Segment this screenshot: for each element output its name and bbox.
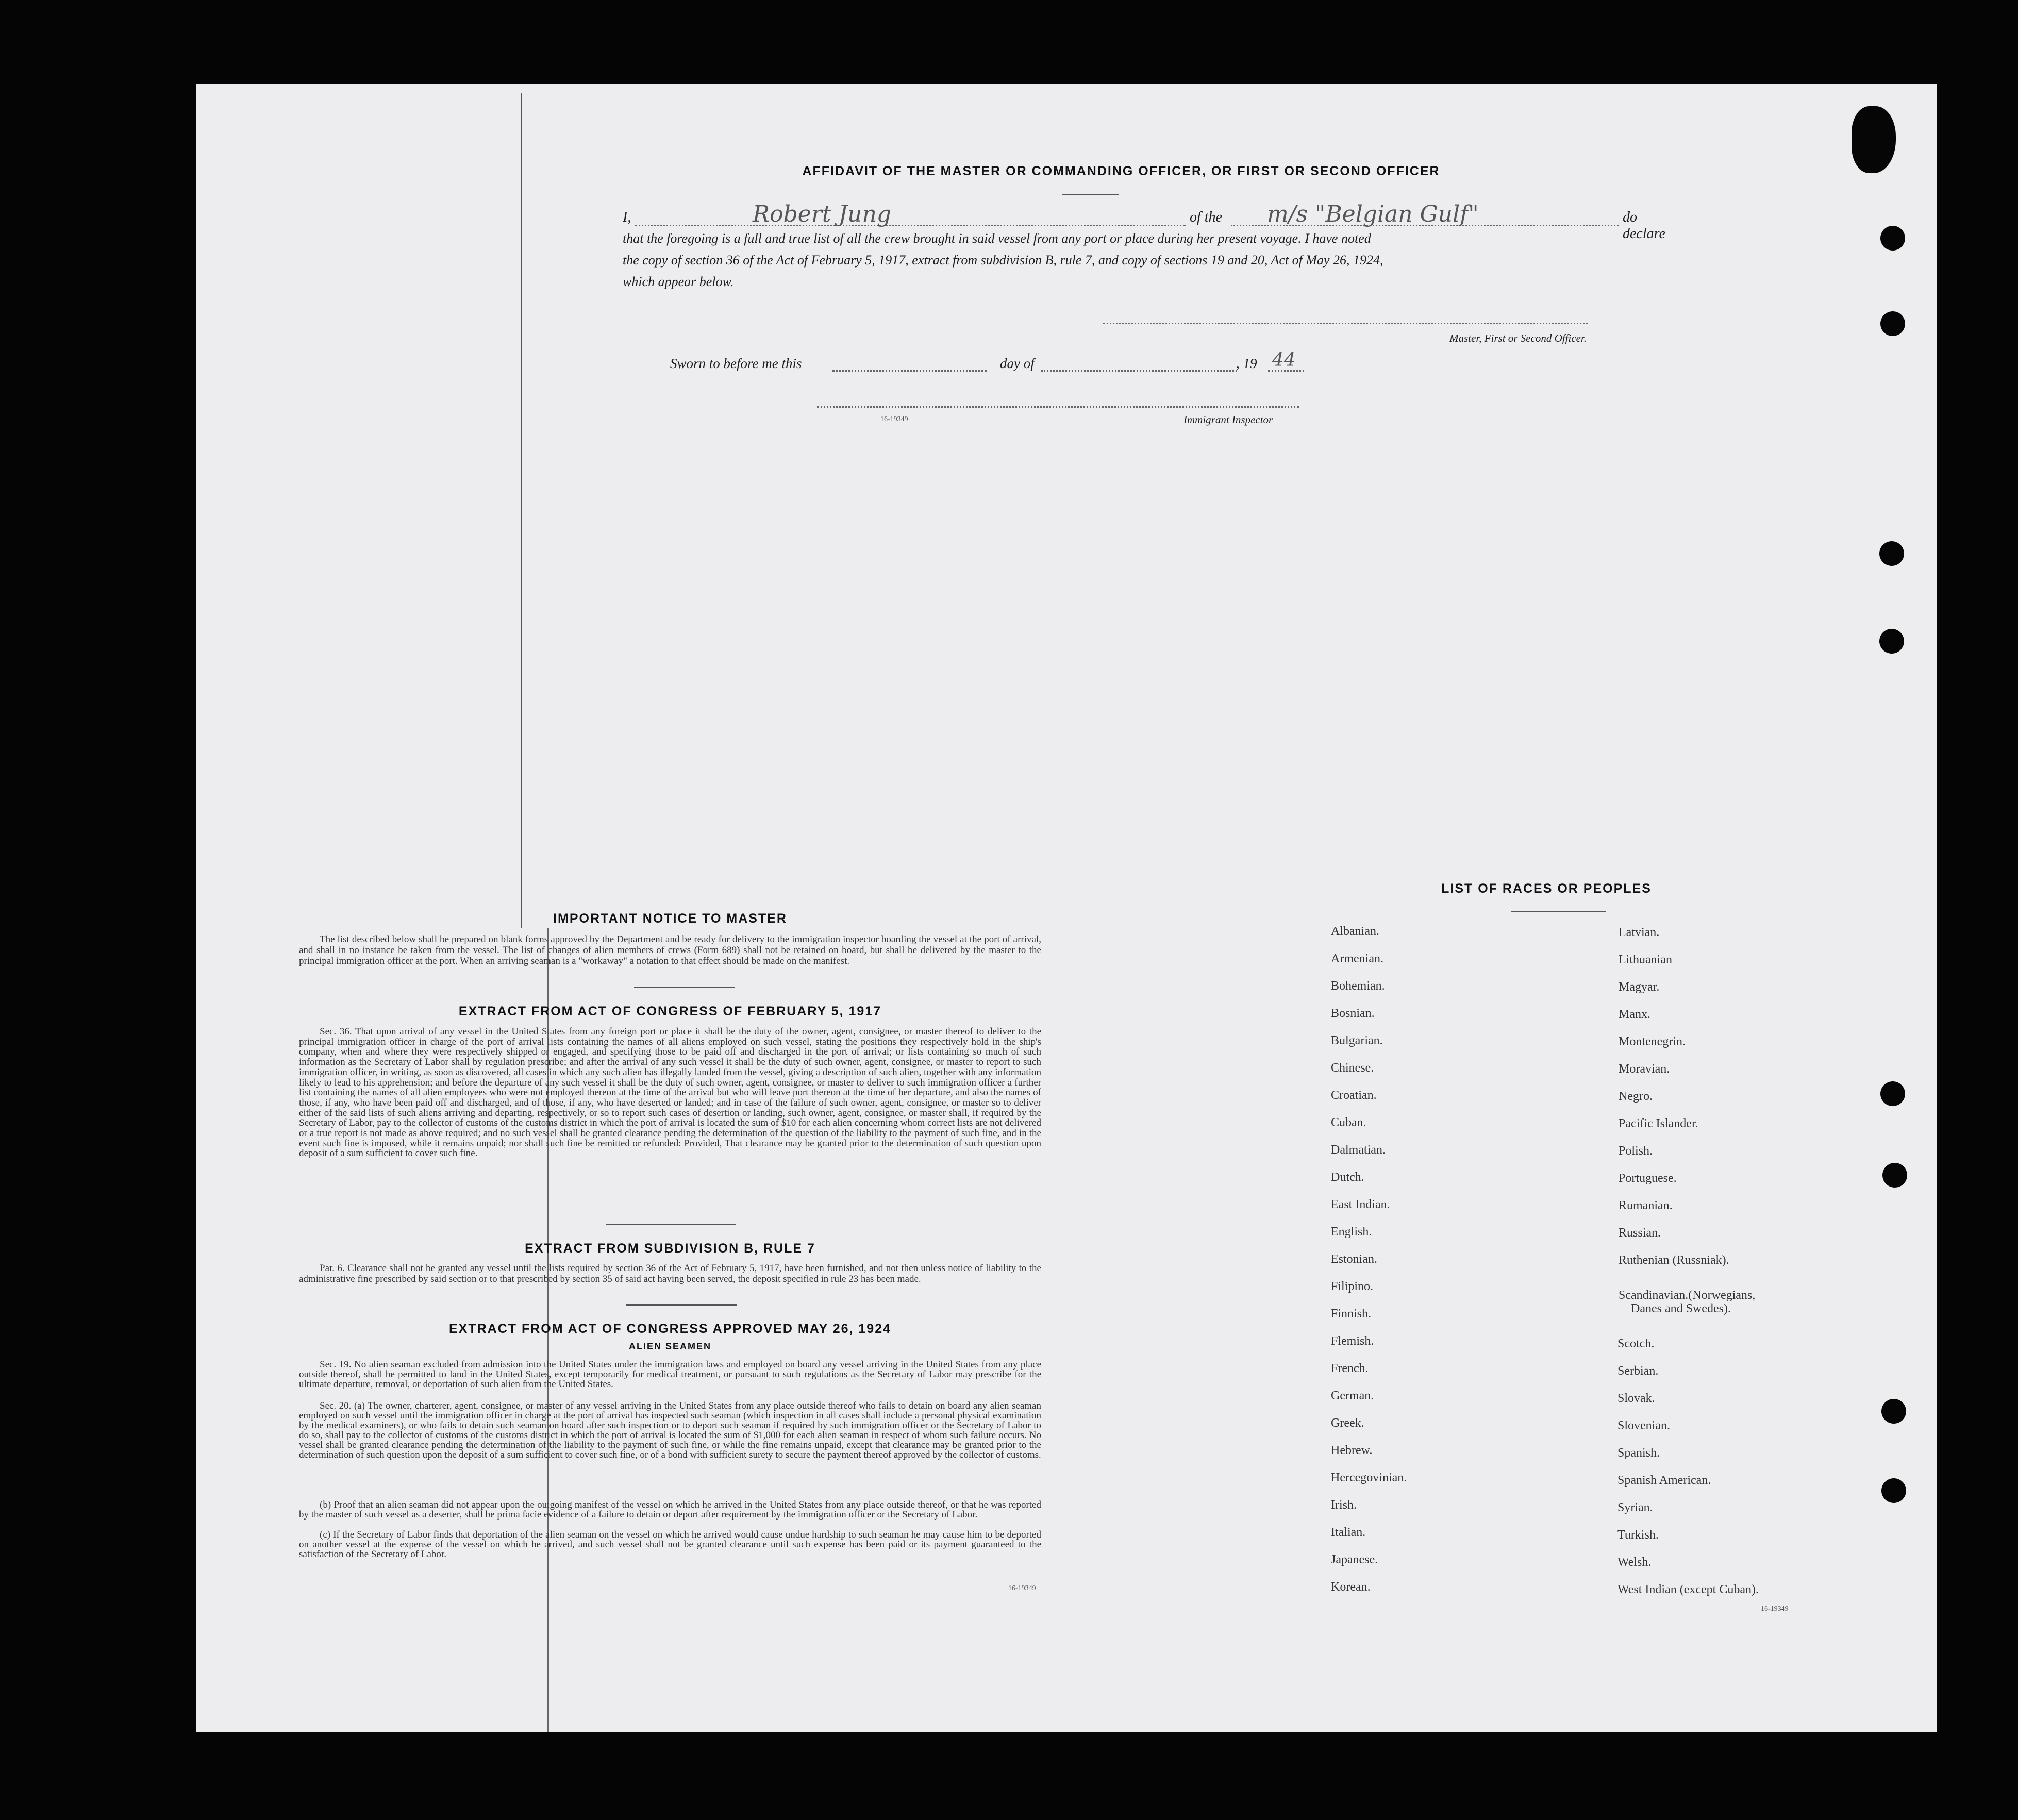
race-left-item: French. xyxy=(1331,1362,1369,1375)
race-right-item: West Indian (except Cuban). xyxy=(1617,1583,1759,1596)
officer-name-handwritten: Robert Jung xyxy=(753,201,892,227)
race-left-item: Hercegovinian. xyxy=(1331,1471,1407,1484)
punch-hole xyxy=(1881,1399,1906,1424)
races-title: LIST OF RACES OR PEOPLES xyxy=(1441,881,1652,896)
extract-1917-separator xyxy=(606,1224,736,1225)
race-right-item: Syrian. xyxy=(1617,1501,1653,1514)
race-right-item: Rumanian. xyxy=(1619,1199,1673,1212)
year-handwritten: 44 xyxy=(1272,349,1296,371)
sworn-prefix: Sworn to before me this xyxy=(670,356,802,371)
race-right-item: Slovenian. xyxy=(1617,1419,1670,1432)
form-number-top: 16-19349 xyxy=(880,415,908,423)
sworn-day-line xyxy=(832,370,987,372)
affidavit-body-line1: that the foregoing is a full and true list of all the crew brought in said vessel from any port or place during her present voyage. I have noted xyxy=(623,231,1371,246)
race-left-item: Estonian. xyxy=(1331,1253,1377,1266)
extract-1917-text: Sec. 36. That upon arrival of any vessel in the United States from any foreign port or place it shall be the duty of the owner, agent, consignee, or master thereof to deliver to the principal immigration officer in charge of the port of arrival lists containing the names of all aliens employed on such vessel, stating the positions they respectively hold in the ship's company, when and where they were respectively shipped or engaged, and specifying those to be paid off and discharged in the port of arrival; or lists containing so much of such information as the Secretary of Labor shall by regulation prescribe; and after the arrival of any such vessel it shall be the duty of such owner, agent, consignee, or master to report to such immigration officer, in writing, as soon as discovered, all cases in which any such alien has illegally landed from the vessel, giving a description of such alien, together with any information likely to lead to his apprehension; and before the departure of any such vessel it shall be the duty of such owner, agent, consignee, or master to deliver to such immigration officer a further list containing the names of all alien employees who were not employed thereon at the time of the arrival but who will leave port thereon at the time of her departure, and also the names of those, if any, who have been paid off and discharged, and of those, if any, who have deserted or landed; and in case of the failure of such owner, agent, consignee, or master so to deliver either of the said lists of such aliens arriving and departing, respectively, or so to report such cases of desertion or landing, such owner, agent, consignee, or master shall, if required by the Secretary of Labor, pay to the collector of customs of the customs district in which the port of arrival is located the sum of $10 for each alien concerning whom correct lists are not delivered or a true report is not made as above required; and no such vessel shall be granted clearance pending the determination of the question of the liability to the payment of such fine, and in the event such fine is imposed, while it remains unpaid; nor shall such fine be remitted or refunded: Provided, That clearance may be granted prior to the determination of such question upon deposit of a sum sufficient to cover such fine. xyxy=(299,1026,1041,1159)
day-of-label: day of xyxy=(1000,356,1035,371)
race-left-item: East Indian. xyxy=(1331,1198,1390,1211)
race-right-item: Spanish. xyxy=(1617,1446,1660,1460)
rule7-title: EXTRACT FROM SUBDIVISION B, RULE 7 xyxy=(525,1241,815,1256)
signature-line xyxy=(1103,323,1588,324)
races-title-rule xyxy=(1511,911,1606,912)
inspector-caption: Immigrant Inspector xyxy=(1183,413,1273,426)
rule7-separator xyxy=(626,1304,737,1306)
race-right-item: Montenegrin. xyxy=(1619,1035,1686,1048)
torn-corner xyxy=(1852,106,1896,173)
race-left-item: Croatian. xyxy=(1331,1089,1377,1102)
punch-hole xyxy=(1879,541,1904,566)
year-prefix: , 19 xyxy=(1236,356,1257,371)
race-right-item: Russian. xyxy=(1619,1226,1661,1240)
alien-seamen-subtitle: ALIEN SEAMEN xyxy=(628,1341,711,1351)
race-right-item: Portuguese. xyxy=(1619,1172,1677,1185)
race-left-item: Bulgarian. xyxy=(1331,1034,1383,1047)
of-the-label: of the xyxy=(1190,209,1222,225)
punch-hole xyxy=(1881,1478,1906,1503)
notice-title: IMPORTANT NOTICE TO MASTER xyxy=(553,911,787,926)
vessel-name-handwritten: m/s "Belgian Gulf" xyxy=(1267,201,1479,227)
race-right-item: Moravian. xyxy=(1619,1062,1670,1076)
race-left-item: German. xyxy=(1331,1389,1374,1402)
race-right-item: Turkish. xyxy=(1617,1528,1659,1542)
race-right-item: Lithuanian xyxy=(1619,953,1672,966)
race-right-item: Magyar. xyxy=(1619,980,1660,994)
race-left-item: Dalmatian. xyxy=(1331,1143,1386,1157)
fold-line xyxy=(521,93,522,928)
signature-caption: Master, First or Second Officer. xyxy=(1449,332,1587,344)
race-right-item: Ruthenian (Russniak). xyxy=(1619,1254,1729,1267)
race-left-item: Greek. xyxy=(1331,1416,1364,1430)
race-left-item: Irish. xyxy=(1331,1498,1357,1512)
name-line xyxy=(635,225,1186,226)
race-left-item: Filipino. xyxy=(1331,1280,1374,1293)
race-right-item: Polish. xyxy=(1619,1144,1653,1158)
race-right-item: Manx. xyxy=(1619,1008,1650,1021)
race-left-item: Italian. xyxy=(1331,1526,1366,1539)
punch-hole xyxy=(1879,629,1904,654)
race-left-item: Hebrew. xyxy=(1331,1444,1373,1457)
race-left-item: Bosnian. xyxy=(1331,1007,1375,1020)
race-left-item: Korean. xyxy=(1331,1580,1371,1594)
do-declare-label: do declare xyxy=(1623,209,1665,242)
extract-1917-title: EXTRACT FROM ACT OF CONGRESS OF FEBRUARY 5, 1917 xyxy=(458,1004,882,1018)
race-right-item: Scotch. xyxy=(1617,1337,1655,1350)
race-right-item: Serbian. xyxy=(1617,1364,1659,1378)
notice-separator xyxy=(634,987,735,988)
form-number-bottom-right: 16-19349 xyxy=(1761,1605,1789,1613)
punch-hole xyxy=(1880,226,1905,251)
punch-hole xyxy=(1880,1081,1905,1106)
race-left-item: Flemish. xyxy=(1331,1334,1374,1348)
extract-1924-title: EXTRACT FROM ACT OF CONGRESS APPROVED MAY 26, 1924 xyxy=(448,1322,892,1336)
race-right-item: Pacific Islander. xyxy=(1619,1117,1698,1130)
race-left-item: Cuban. xyxy=(1331,1116,1366,1129)
race-right-item: Scandinavian.(Norwegians, xyxy=(1619,1289,1756,1302)
affidavit-body-line3: which appear below. xyxy=(623,274,734,289)
line1-prefix: I, xyxy=(623,209,631,225)
rule7-text: Par. 6. Clearance shall not be granted any vessel until the lists required by section 36 of the Act of February 5, 1917, have been furnished, and not then unless notice of liability to the administrative fine prescribed by said section or to that prescribed by section 35 of said act having been served, the deposit specified in rule 23 has been made. xyxy=(299,1263,1041,1284)
race-left-item: Finnish. xyxy=(1331,1307,1372,1321)
punch-hole xyxy=(1880,311,1905,336)
race-left-item: English. xyxy=(1331,1225,1372,1239)
notice-text: The list described below shall be prepared on blank forms approved by the Department and be ready for delivery to the immigration inspector boarding the vessel at the port of arrival, and shall in no instance be taken from the vessel. The list of changes of alien members of crews (Form 689) shall not be retained on board, but shall be delivered by the master to the principal immigration officer at the port. When an arriving seaman is a "workaway" a notation to that effect should be made on the manifest. xyxy=(299,934,1041,966)
race-left-item: Dutch. xyxy=(1331,1171,1364,1184)
punch-hole xyxy=(1882,1163,1907,1188)
sec20b-text: (b) Proof that an alien seaman did not appear upon the outgoing manifest of the vessel on which he arrived in the United States from any place outside thereof, or that he was reported by the master of such vessel as a deserter, shall be prima facie evidence of a failure to detain or deport after requirement by the immigration officer or the Secretary of Labor. xyxy=(299,1499,1041,1520)
title-rule xyxy=(1062,194,1119,195)
sworn-line xyxy=(670,349,1309,381)
race-right-item: Danes and Swedes). xyxy=(1631,1302,1731,1315)
race-left-item: Bohemian. xyxy=(1331,979,1385,993)
race-right-item: Negro. xyxy=(1619,1090,1653,1103)
affidavit-title: AFFIDAVIT OF THE MASTER OR COMMANDING OFFICER, OR FIRST OR SECOND OFFICER xyxy=(802,164,1440,178)
form-number-bottom-left: 16-19349 xyxy=(1008,1584,1036,1592)
race-left-item: Japanese. xyxy=(1331,1553,1378,1566)
race-left-item: Chinese. xyxy=(1331,1061,1374,1075)
affidavit-body-line2: the copy of section 36 of the Act of February 5, 1917, extract from subdivision B, rule 7, and copy of sections 19 and 20, Act of May 26, 1924, xyxy=(623,253,1383,268)
race-left-item: Albanian. xyxy=(1331,925,1379,938)
sec19-text: Sec. 19. No alien seaman excluded from admission into the United States under the immigration laws and employed on board any vessel arriving in the United States from any place outside thereof, shall be permitted to land in the United States, except temporarily for medical treatment, or pursuant to such regulations as the Secretary of Labor may prescribe for the ultimate departure, removal, or deportation of such alien from the United States. xyxy=(299,1359,1041,1390)
race-right-item: Latvian. xyxy=(1619,926,1660,939)
race-right-item: Welsh. xyxy=(1617,1556,1652,1569)
race-right-item: Spanish American. xyxy=(1617,1474,1711,1487)
sec20a-text: Sec. 20. (a) The owner, charterer, agent, consignee, or master of any vessel arriving in the United States from any place outside thereof who fails to detain on board any alien seaman employed on such vessel until the immigration officer in charge at the port of arrival has inspected such seaman (which inspection in all cases shall include a personal physical examination by the medical examiners), or who fails to detain such seaman on board after such inspection or to deport such seaman if required by such immigration officer or the Secretary of Labor to do so, shall pay to the collector of customs of the customs district in which the port of arrival is located the sum of $1,000 for each alien seaman in respect of whom such failure occurs. No vessel shall be granted clearance pending the determination of the liability to the payment of such fine, or while the fine remains unpaid, except that clearance may be granted prior to the determination of such question upon the deposit of a sum sufficient to cover such fine, or of a bond with sufficient surety to secure the payment thereof approved by the collector of customs. xyxy=(299,1400,1041,1460)
sec20c-text: (c) If the Secretary of Labor finds that deportation of the alien seaman on the vessel on which he arrived would cause undue hardship to such seaman he may cause him to be deported on another vessel at the expense of the vessel on which he arrived, and such vessel shall not be granted clearance until such expense has been paid or its payment guaranteed to the satisfaction of the Secretary of Labor. xyxy=(299,1529,1041,1560)
race-left-item: Armenian. xyxy=(1331,952,1383,965)
inspector-line xyxy=(817,406,1299,408)
sworn-month-line xyxy=(1041,370,1237,372)
year-line xyxy=(1268,370,1304,372)
race-right-item: Slovak. xyxy=(1617,1392,1655,1405)
